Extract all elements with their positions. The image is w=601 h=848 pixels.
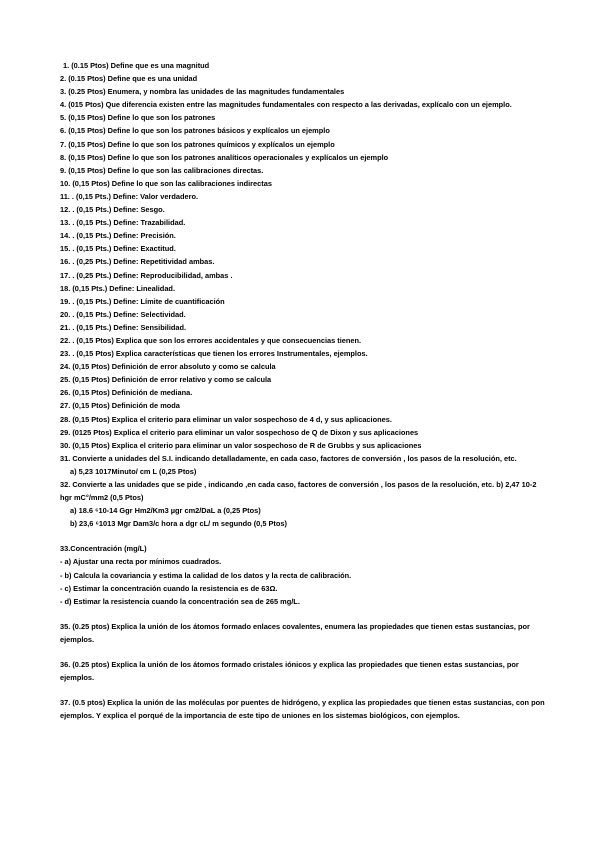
spacer bbox=[60, 684, 546, 696]
question-21: 21. . (0,15 Pts.) Define: Sensibilidad. bbox=[60, 322, 187, 332]
question-17: 17. . (0,25 Pts.) Define: Reproducibilidad, ambas . bbox=[60, 270, 233, 280]
question-20: 20. . (0,15 Pts.) Define: Selectividad. bbox=[60, 309, 186, 319]
spacer bbox=[60, 608, 546, 620]
question-6: 6. (0,15 Ptos) Define lo que son los patrones básicos y explícalos un ejemplo bbox=[60, 126, 330, 136]
question-16: 16. . (0,25 Pts.) Define: Repetitividad ambas. bbox=[60, 257, 215, 267]
question-32-a: a) 18.6 ⁶10-14 Ggr Hm2/Km3 µgr cm2/DaL a (0,25 Ptos) bbox=[70, 506, 261, 516]
question-14: 14. . (0,15 Pts.) Define: Precisión. bbox=[60, 231, 176, 241]
question-26: 26. (0,15 Ptos) Definición de mediana. bbox=[60, 388, 193, 398]
question-13: 13. . (0,15 Pts.) Define: Trazabilidad. bbox=[60, 218, 186, 228]
question-30: 30. (0,15 Ptos) Explica el criterio para eliminar un valor sospechoso de R de Grubbs y sus aplicaciones bbox=[60, 440, 422, 450]
question-32: 32. Convierte a las unidades que se pide , indicando ,en cada caso, factores de conversión , los pasos de la resolución, etc. b) 2,47 10-2 hgr mC°/mm2 (0,5 Ptos) bbox=[60, 480, 537, 503]
question-4: 4. (015 Ptos) Que diferencia existen entre las magnitudes fundamentales con respecto a las derivadas, explícalo con un ejemplo. bbox=[60, 100, 512, 110]
question-22: 22. . (0,15 Ptos) Explica que son los errores accidentales y que consecuencias tienen. bbox=[60, 335, 362, 345]
question-33-c: - c) Estimar la concentración cuando la resistencia es de 63Ω. bbox=[60, 583, 278, 593]
question-25: 25. (0,15 Ptos) Definición de error relativo y como se calcula bbox=[60, 375, 272, 385]
question-24: 24. (0,15 Ptos) Definición de error absoluto y como se calcula bbox=[60, 362, 276, 372]
question-3: 3. (0.25 Ptos) Enumera, y nombra las unidades de las magnitudes fundamentales bbox=[60, 87, 345, 97]
question-15: 15. . (0,15 Pts.) Define: Exactitud. bbox=[60, 244, 176, 254]
question-11: 11. . (0,15 Pts.) Define: Valor verdadero. bbox=[60, 191, 199, 201]
question-19: 19. . (0,15 Pts.) Define: Límite de cuantificación bbox=[60, 296, 225, 306]
question-28: 28. (0,15 Ptos) Explica el criterio para eliminar un valor sospechoso de 4 d, y sus aplicaciones. bbox=[60, 414, 392, 424]
spacer bbox=[60, 646, 546, 658]
question-31: 31. Convierte a unidades del S.I. indicando detalladamente, en cada caso, factores de conversión , los pasos de la resolución, etc. bbox=[60, 453, 517, 463]
question-33-d: - d) Estimar la resistencia cuando la concentración sea de 265 mg/L. bbox=[60, 596, 300, 606]
question-8: 8. (0,15 Ptos) Define lo que son los patrones analíticos operacionales y explícalos un ejemplo bbox=[60, 152, 389, 162]
question-32-b: b) 23,6 ⁶1013 Mgr Dam3/c hora a dgr cL/ m segundo (0,5 Ptos) bbox=[70, 519, 287, 529]
question-2: 2. (0.15 Ptos) Define que es una unidad bbox=[60, 74, 198, 84]
question-37: 37. (0.5 ptos) Explica la unión de las moléculas por puentes de hidrógeno, y explica las propiedades que tienen estas sustancias, con pon ejemplos. Y explica el porqué de la importancia de este tipo de uniones en los sistemas biológicos, con ejemplos. bbox=[60, 698, 545, 721]
question-35: 35. (0.25 ptos) Explica la unión de los átomos formado enlaces covalentes, enumera las propiedades que tienen estas sustancias, por ejemplos. bbox=[60, 621, 530, 644]
question-27: 27. (0,15 Ptos) Definición de moda bbox=[60, 401, 180, 411]
question-33-b: - b) Calcula la covariancia y estima la calidad de los datos y la recta de calibración. bbox=[60, 570, 352, 580]
question-10: 10. (0,15 Ptos) Define lo que son las calibraciones indirectas bbox=[60, 178, 272, 188]
question-5: 5. (0,15 Ptos) Define lo que son los patrones bbox=[60, 113, 216, 123]
question-29: 29. (0125 Ptos) Explica el criterio para eliminar un valor sospechoso de Q de Dixon y sus aplicaciones bbox=[60, 427, 419, 437]
question-18: 18. (0,15 Pts.) Define: Linealidad. bbox=[60, 283, 175, 293]
question-23: 23. . (0,15 Ptos) Explica características que tienen los errores Instrumentales, ejemplos. bbox=[60, 349, 368, 359]
question-1: 1. (0.15 Ptos) Define que es una magnitud bbox=[63, 61, 210, 70]
exam-question-list bbox=[60, 59, 546, 722]
spacer bbox=[60, 530, 546, 542]
question-31-a: a) 5,23 1017Minuto/ cm L (0,25 Ptos) bbox=[70, 466, 197, 476]
question-9: 9. (0,15 Ptos) Define lo que son las calibraciones directas. bbox=[60, 165, 264, 175]
question-33-a: - a) Ajustar una recta por mínimos cuadrados. bbox=[60, 557, 222, 567]
question-12: 12. . (0,15 Pts.) Define: Sesgo. bbox=[60, 205, 165, 215]
question-33: 33.Concentración (mg/L) bbox=[60, 544, 147, 554]
question-7: 7. (0,15 Ptos) Define lo que son los patrones químicos y explícalos un ejemplo bbox=[60, 139, 335, 149]
question-36: 36. (0.25 ptos) Explica la unión de los átomos formado cristales iónicos y explica las propiedades que tienen estas sustancias, por ejemplos. bbox=[60, 660, 519, 683]
